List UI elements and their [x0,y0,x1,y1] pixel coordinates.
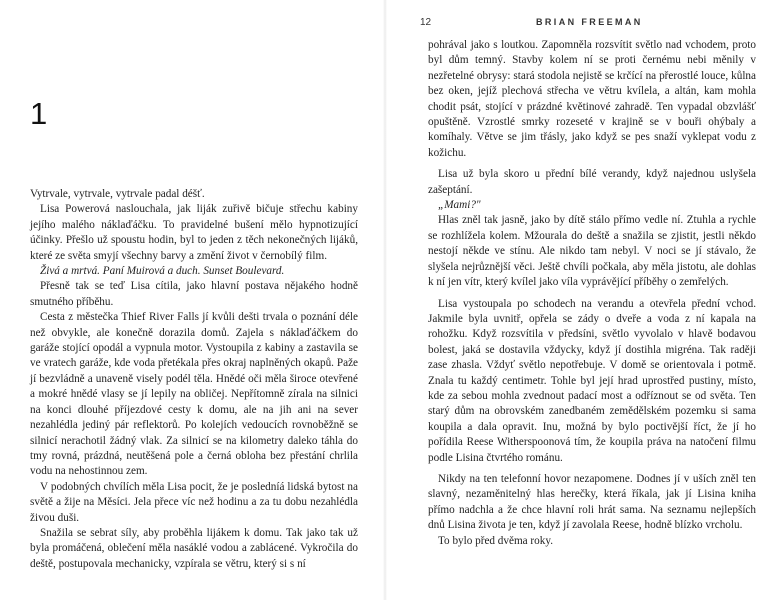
paragraph: V podobných chvílích měla Lisa pocit, že je posledníá lidská bytost na světě a žije na Měsíci. Jela přece víc než hodinu a za tu dobu nezahlédla živou duši. [30,480,358,524]
paragraph: Nikdy na ten telefonní hovor nezapomene. Dodnes jí v uších zněl ten slavný, nezaměnitelný hlas herečky, která říkala, jak jí Lisina kniha přímo nadchla a že chce hlavní roli hrát sama. Na seznamu nejlepších dnů Lisina života je ten, když jí zavolala Reese, hodně blízko vrcholu. [428,472,756,532]
paragraph: Cesta z městečka Thief River Falls jí kvůli dešti trvala o poznání déle než obvykle, ale konečně dorazila domů. Zajela s náklaďáčkem do garáže stojící opodál a vypnula motor. Vystoupila z kabiny a zastavila se ve vratech garáže, kde voda přetékala přes okraj naplněných okapů. Paže jí bezvládně a unaveně visely podél těla. Hnědé oči měla široce otevřené a mokré hnědé vlasy se jí lepily na obličej. Nepřítomně zírala na silnici na konci dlouhé příjezdové cesty k domu, ale na jih ani na sever nezahlédla jediný pár reflektorů. Po kolejích vedoucích rovnoběžně se silnicí nerachotil žádný vlak. Za silnicí se na kilometry daleko táhla do tmy rovná, prázdná, neutěšená pole a černá obloha bez přestání chrlila vodu na nehostinnou zem. [30,311,358,478]
chapter-number: 1 [30,96,48,131]
paragraph-italic: Živá a mrtvá. Paní Muirová a duch. Sunset Boulevard. [40,265,285,278]
paragraph: Vytrvale, vytrvale, vytrvale padal déšť. [30,188,205,200]
paragraph-dialogue: „Mami?" [438,199,481,212]
paragraph: pohrával jako s loutkou. Zapomněla rozsvítit světlo nad vchodem, proto byl dům temný. Stavby kolem ní se proti černému nebi měnily v nezřetelné obrysy: stará stodola nejistě se krčící na přerostlé louce, kůlna bez oken, jejíž plechová střecha ve větru kvílela, a altán, kam mohla chodit psát, stojící v prázdné květinové zahradě. Ten vypadal obzvlášť opuštěně. Vzrostlé smrky rozeseté v krajině se v bouři ohýbaly a komíhaly. Větve se jim třásly, jako když se pes snaží vyklepat vodu z kožichu. [428,39,756,159]
right-page [385,0,770,600]
paragraph: Lisa už byla skoro u přední bílé verandy, když najednou uslyšela zašeptání. [428,168,756,196]
paragraph: Přesně tak se teď Lisa cítila, jako hlavní postava nějakého hodně smutného příběhu. [30,280,358,308]
paragraph: Hlas zněl tak jasně, jako by dítě stálo přímo vedle ní. Ztuhla a rychle se rozhlížela kolem. Mžourala do deště a snažila se zjistit, jestli někdo nestojí někde ve stínu. Ale nikdo tam nebyl. V noci se jí stávalo, že slyšela nejrůznější věci. Ještě chvíli počkala, aby měla jistotu, ale dohlas k ní jen vítr, který kvílel jako vílа vyprávějící příběhy o zemřelých. [428,214,756,289]
running-head-author: BRIAN FREEMAN [536,17,643,27]
right-page-body [428,38,756,549]
paragraph: Snažila se sebrat síly, aby proběhla lijákem k domu. Tak jako tak už byla promáčená, oblečení měla nasáklé vodou a zablácené. Vykročila do deště, postupovala mechanicky, vzpírala se větru, který si s ní [30,526,358,570]
paragraph: To bylo před dvěma roky. [438,534,553,547]
paragraph: Lisa Powerová naslouchala, jak liják zuřivě bičuje střechu kabiny jejího malého náklaďáčku. To pravidelné bušení mělo hypnotizující účinky. Přešlo už spoustu hodin, byl to jeden z těch nekonečných lijáků, které ze světa smyjí všechny barvy a změní život v černobílý film. [30,203,358,262]
page-number: 12 [420,17,432,28]
left-page-body [30,187,358,572]
paragraph: Lisa vystoupala po schodech na verandu a otevřela přední vchod. Jakmile byla uvnitř, opřela se zády o dveře a voda z ní kapala na rohožku. Když rozsvítila v předsíni, světlo vyvolalo v hlavě bodavou bolest, jaká se dostavila vždycky, když jí dostihla migréna. Tak raději zase zhasla. Vždyť světlo nepotřebuje. V domě se orientovala i potmě. Znala tu každý centimetr. Tohle byl její hrad uprostřed pustiny, místo, kde za sebou mohla zvednout padací most a odříznout se od světa. Ten starý dům na obrovském zanedbaném zemědělském pozemku si sama koupila a dala opravit. Inu, možná by bylo poctivější říct, že jí ho pořídila Reese Witherspoonová tím, že koupila práva na natočení filmu podle Lisina čtvrtého románu. [428,297,756,464]
